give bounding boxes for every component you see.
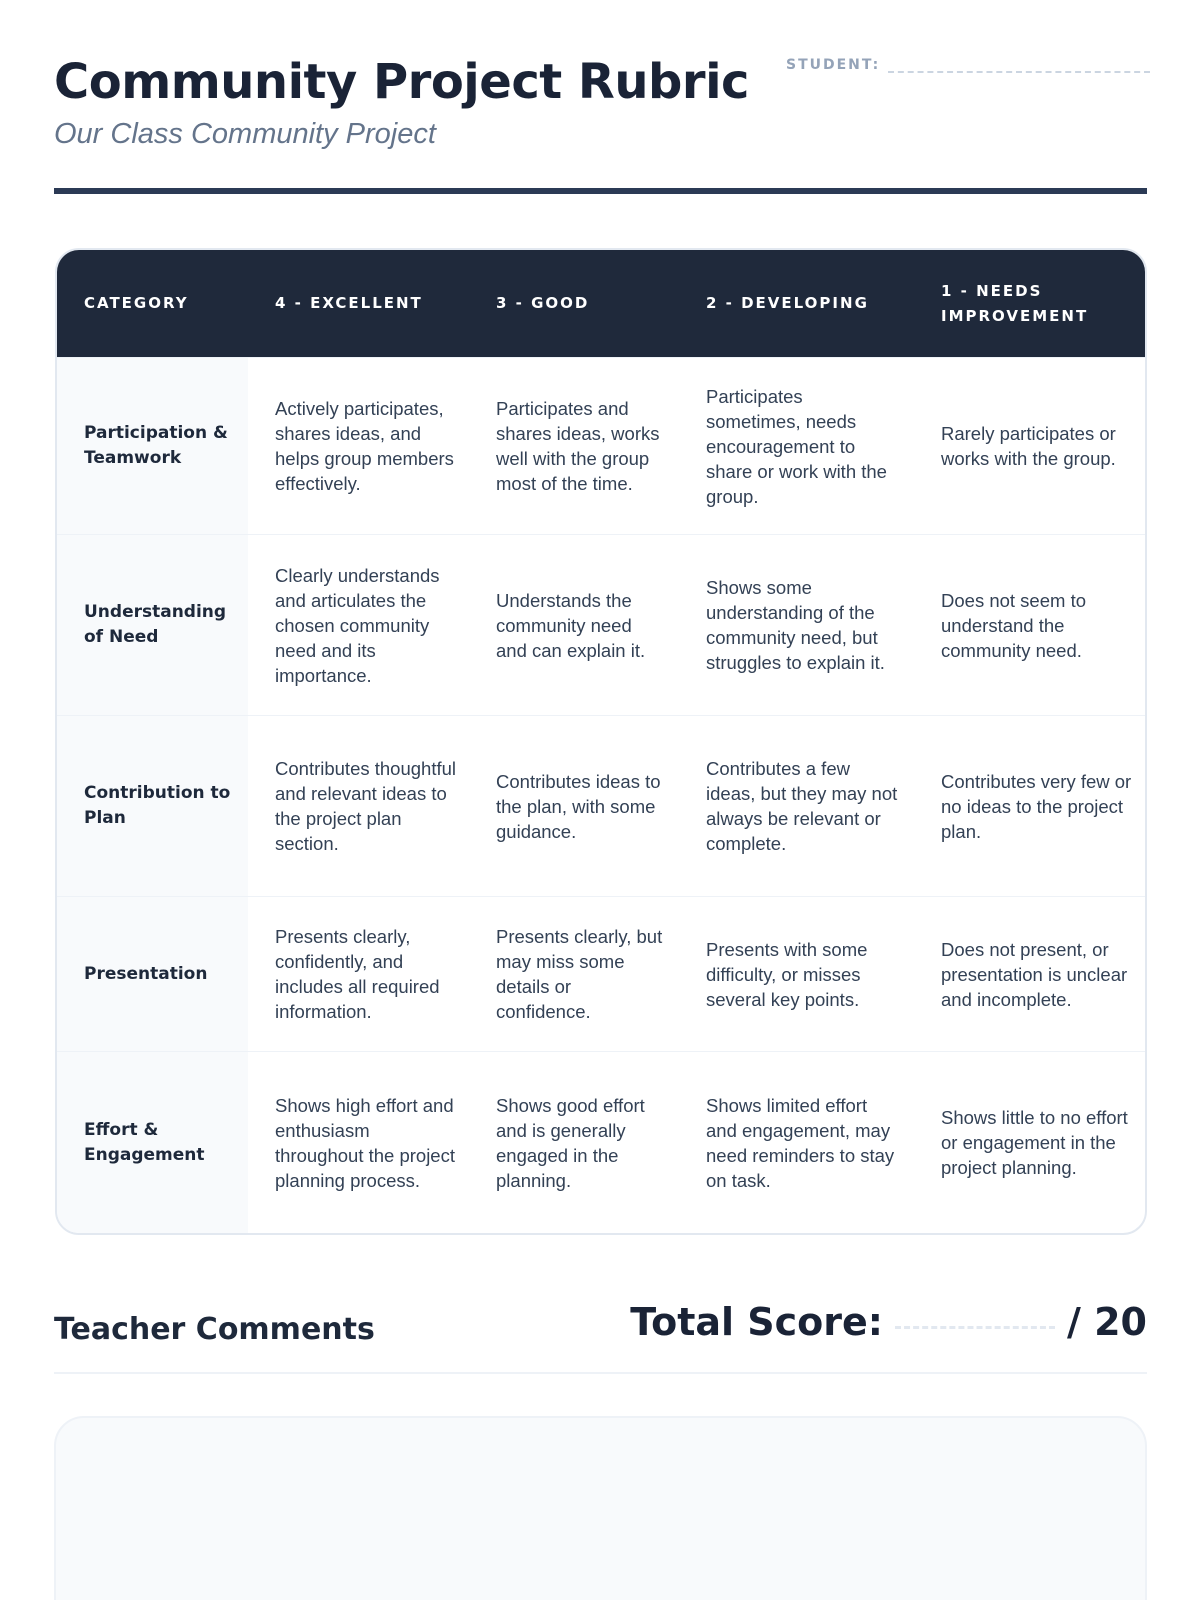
column-header-needs-improvement: 1 - NEEDS IMPROVEMENT <box>941 281 1089 325</box>
row-cell-needs-improvement: Rarely participates or works with the group. <box>941 423 1116 469</box>
row-category: Participation & Teamwork <box>57 358 248 534</box>
column-header-category: CATEGORY <box>84 294 189 312</box>
row-cell-good: Shows good effort and is generally engaged in the planning. <box>496 1094 645 1191</box>
comments-header <box>54 1300 1147 1374</box>
rubric-row <box>57 896 1145 1051</box>
row-cell-needs-improvement: Contributes very few or no ideas to the project plan. <box>941 770 1132 842</box>
column-header-excellent: 4 - EXCELLENT <box>275 294 423 312</box>
row-category: Contribution to Plan <box>57 716 248 896</box>
student-name-line[interactable] <box>888 71 1150 73</box>
row-cell-excellent: Shows high effort and enthusiasm throughout the project planning process. <box>275 1094 455 1191</box>
column-header-good: 3 - GOOD <box>496 294 590 312</box>
row-cell-excellent: Contributes thoughtful and relevant ideas to the project plan section. <box>275 758 457 854</box>
total-score-label: Total Score: <box>630 1300 883 1344</box>
row-cell-developing: Contributes a few ideas, but they may not always be relevant or complete. <box>706 758 898 854</box>
rubric-row <box>57 534 1145 715</box>
row-cell-good: Understands the community need and can explain it. <box>496 589 646 661</box>
row-cell-excellent: Clearly understands and articulates the chosen community need and its importance. <box>275 564 440 686</box>
row-cell-good: Contributes ideas to the plan, with some guidance. <box>496 770 661 842</box>
row-cell-needs-improvement: Does not seem to understand the community need. <box>941 589 1086 661</box>
total-score-line[interactable] <box>895 1326 1055 1329</box>
teacher-comments-title: Teacher Comments <box>54 1312 375 1347</box>
rubric-row <box>57 715 1145 896</box>
row-cell-needs-improvement: Shows little to no effort or engagement in the project planning. <box>941 1107 1128 1178</box>
student-label: STUDENT: <box>786 57 881 73</box>
rubric-row <box>57 357 1145 534</box>
row-cell-excellent: Presents clearly, confidently, and includes all required information. <box>275 926 440 1022</box>
header-divider <box>54 188 1147 194</box>
student-field <box>786 57 1150 73</box>
total-score-max: / 20 <box>1067 1300 1147 1344</box>
page-header <box>54 52 1147 194</box>
row-category: Understanding of Need <box>57 535 248 715</box>
row-cell-developing: Participates sometimes, needs encouragement to share or work with the group. <box>706 385 887 507</box>
row-cell-developing: Shows some understanding of the community need, but struggles to explain it. <box>706 577 885 673</box>
page-subtitle: Our Class Community Project <box>54 118 436 150</box>
page-title: Community Project Rubric <box>54 54 749 110</box>
rubric-table <box>55 248 1147 1235</box>
column-header-developing: 2 - DEVELOPING <box>706 294 869 312</box>
row-cell-developing: Shows limited effort and engagement, may need reminders to stay on task. <box>706 1094 895 1191</box>
row-cell-good: Participates and shares ideas, works well with the group most of the time. <box>496 398 660 494</box>
row-category: Presentation <box>57 897 248 1051</box>
row-cell-developing: Presents with some difficulty, or misses several key points. <box>706 938 868 1010</box>
row-cell-excellent: Actively participates, shares ideas, and helps group members effectively. <box>275 398 454 494</box>
teacher-comments-box[interactable] <box>54 1416 1147 1600</box>
row-category: Effort & Engagement <box>57 1052 248 1233</box>
row-cell-needs-improvement: Does not present, or presentation is unclear and incomplete. <box>941 938 1128 1010</box>
total-score <box>630 1300 1147 1344</box>
rubric-row <box>57 1051 1145 1233</box>
rubric-header-row <box>57 250 1145 357</box>
row-cell-good: Presents clearly, but may miss some details or confidence. <box>496 926 663 1022</box>
